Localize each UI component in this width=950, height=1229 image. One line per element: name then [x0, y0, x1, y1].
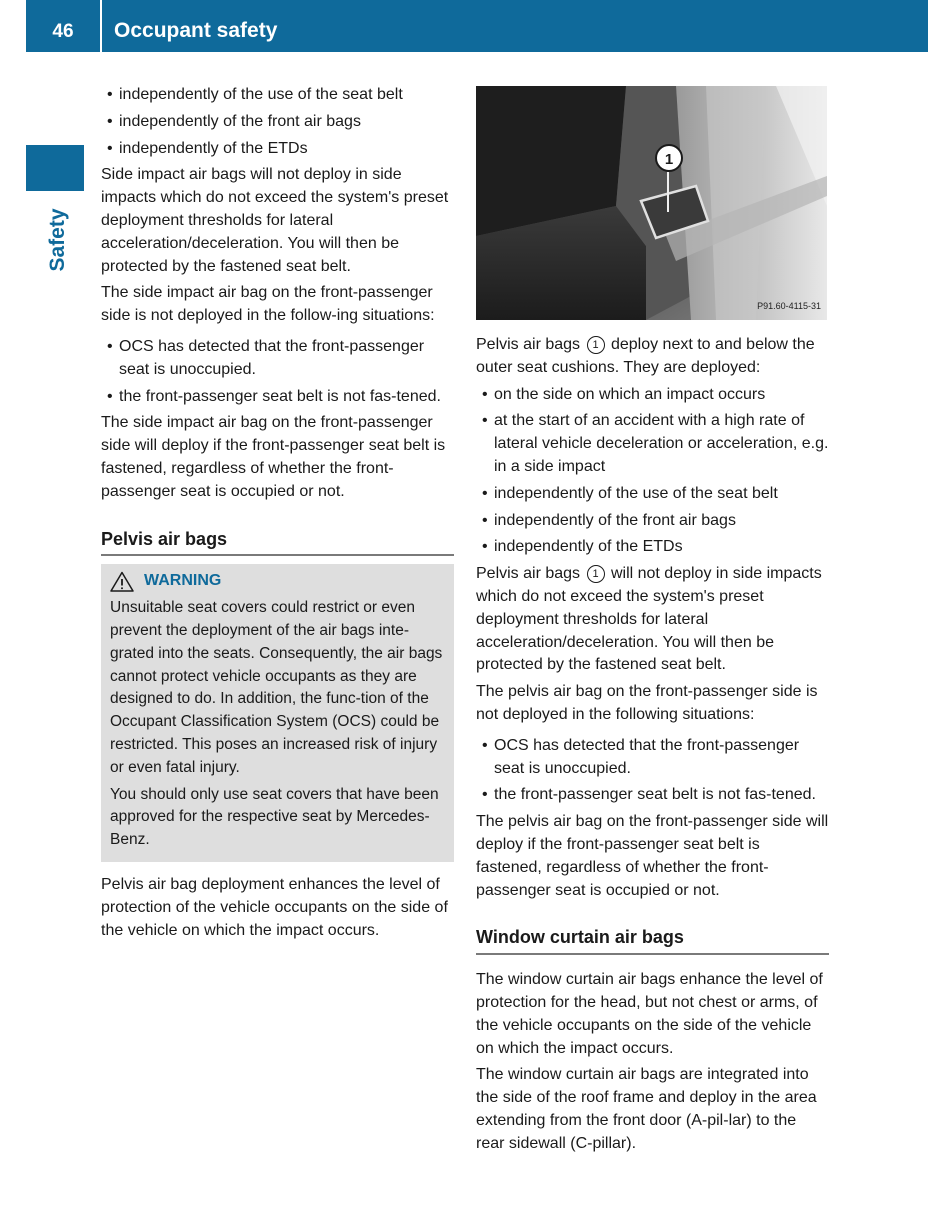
list-item: • on the side on which an impact occurs	[476, 384, 829, 407]
warning-title: WARNING	[144, 572, 222, 590]
list-item: • independently of the use of the seat belt	[101, 84, 454, 107]
page-title: Occupant safety	[114, 19, 278, 42]
list-item: • at the start of an accident with a high rate of lateral vehicle deceleration or acceleration, e.g. in a side impact	[476, 410, 829, 478]
callout-number: 1	[664, 151, 674, 168]
paragraph: Pelvis air bag deployment enhances the level of protection of the vehicle occupants on the side of the vehicle on which the impact occurs.	[101, 875, 448, 939]
header-divider	[100, 0, 102, 52]
paragraph: The pelvis air bag on the front-passenger side is not deployed in the following situations:	[476, 683, 818, 723]
paragraph: Side impact air bags will not deploy in side impacts which do not exceed the system's preset deployment thresholds for lateral acceleration/deceleration. You will then be protected by the fastened seat belt.	[101, 166, 449, 275]
text-span: Pelvis air bags	[476, 565, 581, 583]
section-heading: Window curtain air bags	[476, 926, 829, 955]
callout-ref-icon: 1	[587, 565, 605, 583]
section-heading: Pelvis air bags	[101, 528, 454, 557]
list-item: • independently of the ETDs	[101, 138, 454, 161]
paragraph	[476, 334, 829, 380]
paragraph: The side impact air bag on the front-passenger side is not deployed in the follow-ing situations:	[101, 284, 435, 325]
paragraph: The pelvis air bag on the front-passenger side will deploy if the front-passenger seat belt is fastened, regardless of whether the front-passenger seat is occupied or not.	[476, 813, 829, 899]
list-item: • the front-passenger seat belt is not fas-tened.	[476, 784, 829, 807]
paragraph: The side impact air bag on the front-passenger side will deploy if the front-passenger seat belt is fastened, regardless of whether the front-passenger seat is occupied or not.	[101, 414, 446, 500]
header-bar	[26, 0, 928, 52]
bullet-list	[476, 384, 829, 560]
text-span: will not deploy in side impacts which do not exceed the system's preset deployment thresholds for lateral acceleration/deceleration. You will then be protected by the fastened seat belt.	[476, 565, 822, 674]
list-item: • the front-passenger seat belt is not fas-tened.	[101, 386, 454, 409]
text-span: deploy next to and below the outer seat cushions. They are deployed:	[476, 336, 815, 376]
list-item: • OCS has detected that the front-passenger seat is unoccupied.	[101, 336, 454, 382]
bullet-list	[101, 336, 454, 408]
warning-text: Unsuitable seat covers could restrict or even prevent the deployment of the air bags inte-grated into the seats. Consequently, the air bags cannot protect vehicle occupants as they are designed to do. In addition, the func-tion of the Occupant Classification System (OCS) could be restricted. This poses an increased risk of injury or even fatal injury.	[110, 599, 443, 776]
section-label: Safety	[46, 208, 69, 272]
list-item: • independently of the ETDs	[476, 536, 829, 559]
right-column	[476, 86, 829, 1160]
bullet-list	[101, 84, 454, 160]
callout-ref-icon: 1	[587, 336, 605, 354]
paragraph: The window curtain air bags are integrated into the side of the roof frame and deploy in the area extending from the front door (A-pil-lar) to the rear sidewall (C-pillar).	[476, 1066, 817, 1152]
text-span: Pelvis air bags	[476, 336, 581, 353]
seat-airbag-photo	[476, 86, 827, 320]
page-number: 46	[52, 21, 74, 42]
section-tab	[26, 145, 84, 191]
seat-illustration	[476, 86, 827, 320]
warning-box	[101, 564, 454, 862]
list-item: • independently of the front air bags	[101, 111, 454, 134]
warning-triangle-icon	[110, 571, 134, 592]
list-item: • independently of the use of the seat belt	[476, 483, 829, 506]
paragraph: The window curtain air bags enhance the level of protection for the head, but not chest or arms, of the vehicle occupants on the side of the vehicle on which the impact occurs.	[476, 971, 823, 1057]
bullet-list	[476, 735, 829, 807]
list-item: • OCS has detected that the front-passenger seat is unoccupied.	[476, 735, 829, 781]
warning-header	[110, 570, 445, 593]
image-code: P91.60-4115-31	[757, 301, 821, 312]
list-item: • independently of the front air bags	[476, 510, 829, 533]
left-column	[101, 84, 454, 946]
warning-text: You should only use seat covers that have been approved for the respective seat by Mercedes-Benz.	[110, 785, 439, 849]
paragraph	[476, 563, 829, 677]
